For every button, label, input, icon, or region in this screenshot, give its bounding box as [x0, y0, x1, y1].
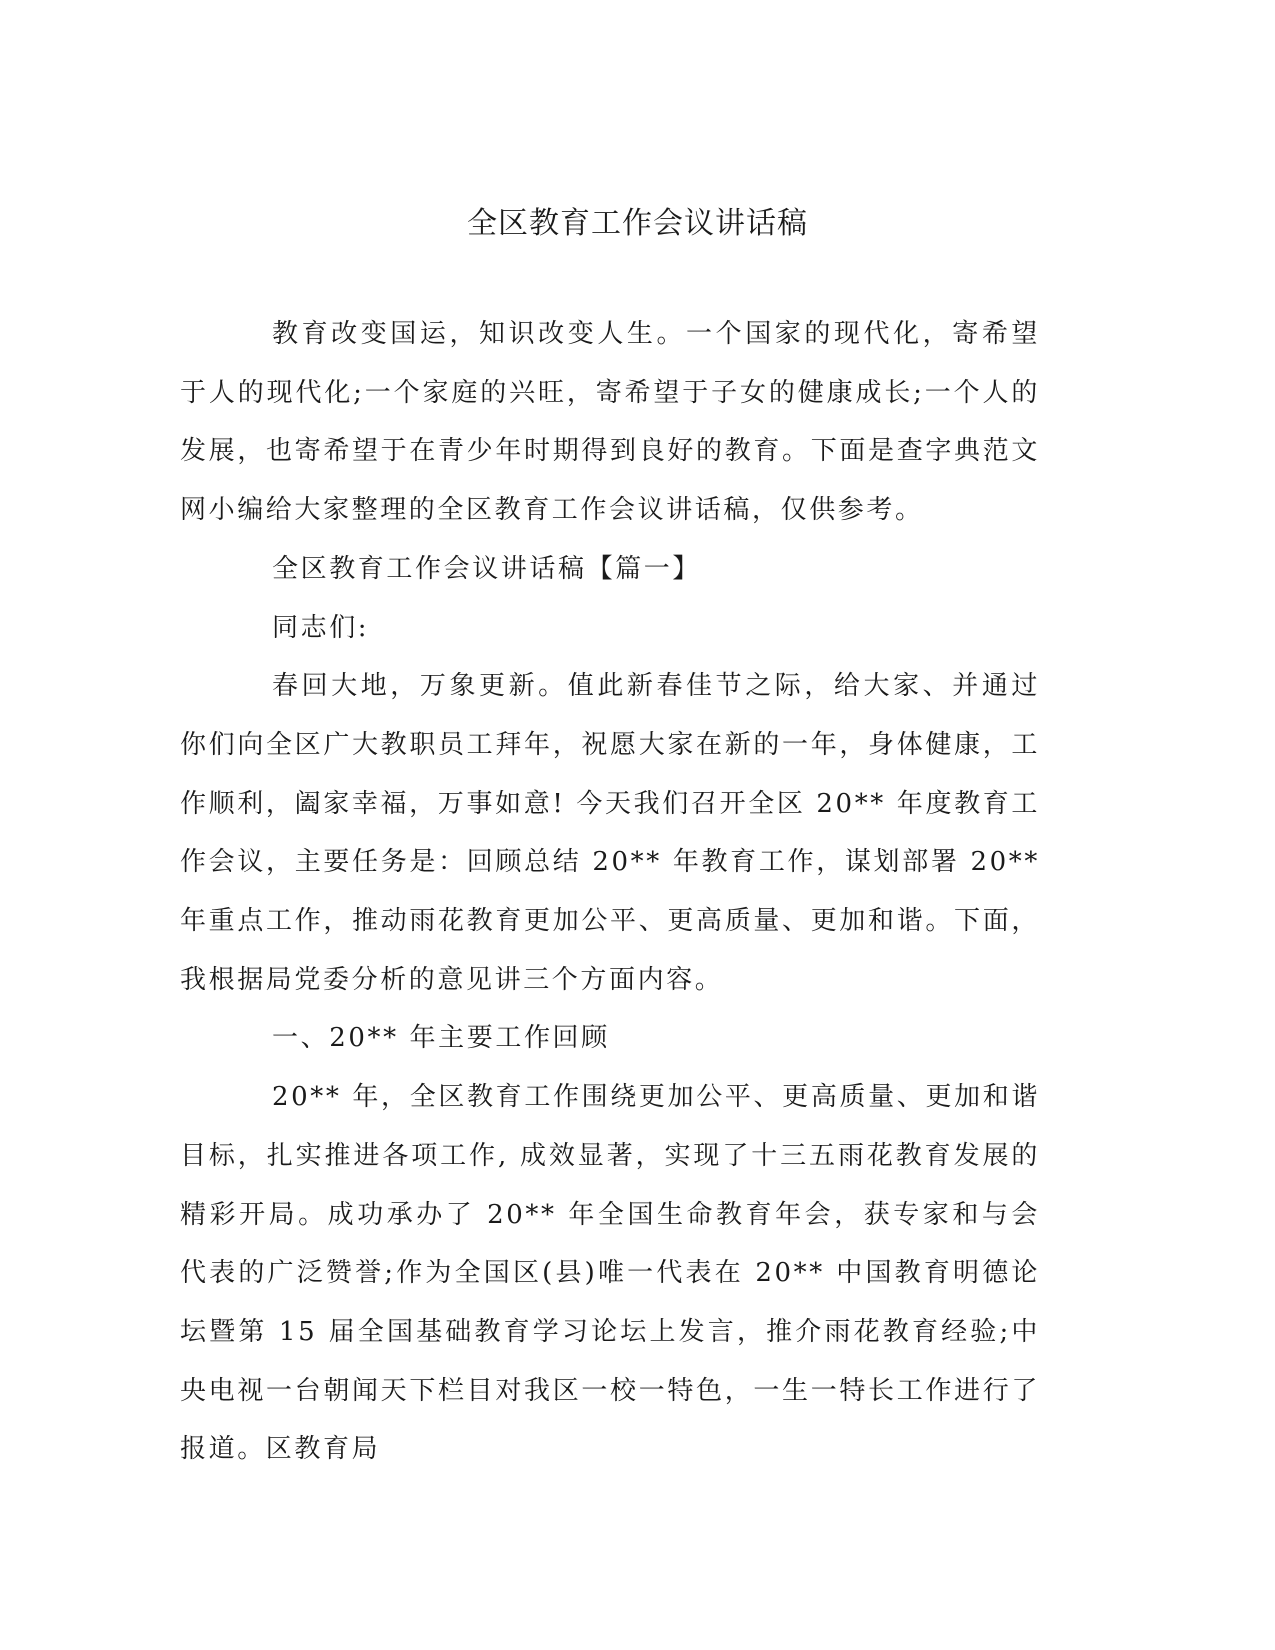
- document-body: [180, 305, 1040, 1479]
- document-title: 全区教育工作会议讲话稿: [467, 206, 808, 241]
- greeting-paragraph: 春回大地，万象更新。值此新春佳节之际，给大家、并通过你们向全区广大教职员工拜年，祝愿大家在新的一年，身体健康，工作顺利，阖家幸福，万事如意! 今天我们召开全区 20** 年度教育工作会议，主要任务是：回顾总结 20** 年教育工作，谋划部署 20** 年重点工作，推动雨花教育更加公平、更高质量、更加和谐。下面，我根据局党委分析的意见讲三个方面内容。: [180, 671, 1040, 995]
- intro-paragraph: 教育改变国运，知识改变人生。一个国家的现代化，寄希望于人的现代化;一个家庭的兴旺，寄希望于子女的健康成长;一个人的发展，也寄希望于在青少年时期得到良好的教育。下面是查字典范文网小编给大家整理的全区教育工作会议讲话稿，仅供参考。: [180, 319, 1040, 526]
- review-paragraph: 20** 年，全区教育工作围绕更加公平、更高质量、更加和谐目标，扎实推进各项工作, 成效显著，实现了十三五雨花教育发展的精彩开局。成功承办了 20** 年全国生命教育年会，获专家和与会代表的广泛赞誉;作为全国区(县)唯一代表在 20** 中国教育明德论坛暨第 15 届全国基础教育学习论坛上发言，推介雨花教育经验;中央电视一台朝闻天下栏目对我区一校一特色，一生一特长工作进行了报道。区教育局: [180, 1082, 1040, 1465]
- section-heading-part-one: 全区教育工作会议讲话稿【篇一】: [272, 553, 702, 584]
- salutation: 同志们:: [272, 612, 370, 643]
- subsection-heading-review: 一、20** 年主要工作回顾: [272, 1023, 610, 1054]
